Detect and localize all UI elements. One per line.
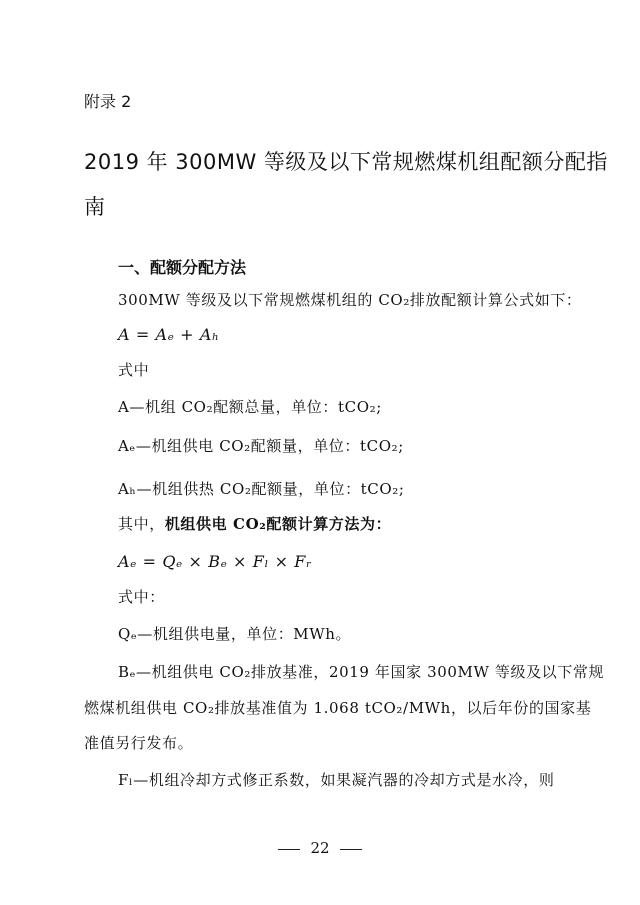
- where-label: 式中: [118, 361, 150, 379]
- definition-Ah: Aₕ—机组供热 CO₂配额量，单位：tCO₂;: [118, 480, 405, 498]
- definition-Be-line2: 燃煤机组供电 CO₂排放基准值为 1.068 tCO₂/MWh，以后年份的国家基: [84, 699, 592, 717]
- method-bold-text: 机组供电 CO₂配额计算方法为：: [164, 515, 392, 533]
- definition-Be-line3: 准值另行发布。: [84, 734, 194, 752]
- appendix-label: 附录 2: [84, 92, 132, 111]
- where-label-2: 式中：: [118, 588, 165, 606]
- definition-Fl: Fₗ—机组冷却方式修正系数，如果凝汽器的冷却方式是水冷，则: [118, 771, 555, 789]
- definition-Qe: Qₑ—机组供电量，单位：MWh。: [118, 625, 352, 643]
- document-title-line1: 2019 年 300MW 等级及以下常规燃煤机组配额分配指: [84, 150, 608, 174]
- formula-power: Aₑ = Qₑ × Bₑ × Fₗ × Fᵣ: [118, 552, 313, 571]
- definition-Be-line1: Bₑ—机组供电 CO₂排放基准，2019 年国家 300MW 等级及以下常规: [118, 663, 605, 681]
- formula-total: A = Aₑ + Aₕ: [118, 325, 220, 344]
- page-number: [0, 838, 640, 858]
- page-number-dash-right: [340, 849, 362, 850]
- method-prefix: 其中，: [118, 515, 165, 533]
- intro-paragraph: 300MW 等级及以下常规燃煤机组的 CO₂排放配额计算公式如下：: [118, 291, 582, 309]
- section-heading: 一、配额分配方法: [118, 258, 247, 277]
- definition-A: A—机组 CO₂配额总量，单位：tCO₂;: [118, 398, 382, 416]
- page-number-dash-left: [278, 849, 300, 850]
- document-title-line2: 南: [84, 195, 106, 219]
- page-number-value: 22: [310, 839, 330, 857]
- definition-Ae: Aₑ—机组供电 CO₂配额量，单位：tCO₂;: [118, 437, 404, 455]
- method-paragraph: [118, 514, 391, 534]
